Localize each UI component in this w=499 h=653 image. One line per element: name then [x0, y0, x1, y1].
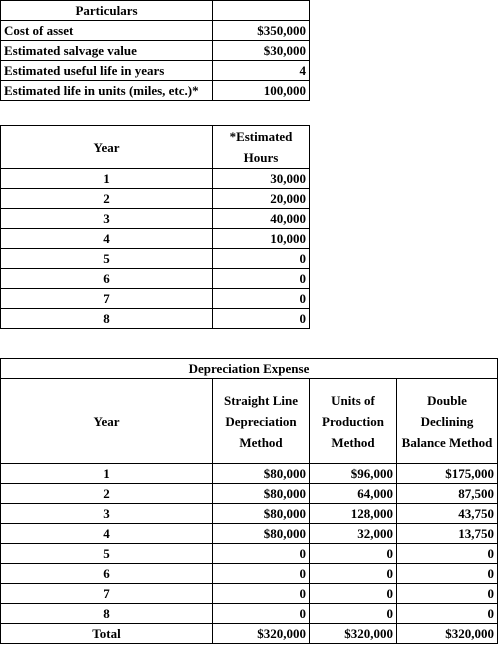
hours-year: 8 [1, 309, 213, 329]
depreciation-year: 5 [1, 544, 213, 564]
depreciation-year: 6 [1, 564, 213, 584]
depreciation-title: Depreciation Expense [1, 359, 498, 379]
particulars-header-empty [213, 1, 310, 21]
particulars-header-row [1, 1, 310, 21]
hours-table [0, 125, 310, 329]
depreciation-year-header: Year [1, 379, 213, 464]
depreciation-row [1, 584, 498, 604]
depreciation-ddb: 13,750 [397, 524, 498, 544]
depreciation-title-row [1, 359, 498, 379]
depreciation-row [1, 564, 498, 584]
particulars-label: Estimated life in units (miles, etc.)* [1, 81, 213, 101]
hours-hours-header: *Estimated Hours [213, 126, 310, 169]
depreciation-sl: 0 [213, 604, 310, 624]
hours-value: 0 [213, 289, 310, 309]
particulars-row [1, 81, 310, 101]
depreciation-row [1, 484, 498, 504]
hours-row [1, 209, 310, 229]
depreciation-year: 8 [1, 604, 213, 624]
depreciation-sl: $80,000 [213, 484, 310, 504]
depreciation-ddb: 0 [397, 544, 498, 564]
hours-row [1, 189, 310, 209]
hours-header-row [1, 126, 310, 169]
hours-year: 1 [1, 169, 213, 189]
depreciation-uop: 32,000 [310, 524, 397, 544]
depreciation-row [1, 524, 498, 544]
depreciation-ddb-header: Double Declining Balance Method [397, 379, 498, 464]
hours-value: 0 [213, 309, 310, 329]
depreciation-uop: $96,000 [310, 464, 397, 484]
particulars-label: Estimated useful life in years [1, 61, 213, 81]
depreciation-ddb: 0 [397, 564, 498, 584]
depreciation-total-row [1, 624, 498, 644]
particulars-value: 100,000 [213, 81, 310, 101]
depreciation-year: 2 [1, 484, 213, 504]
hours-row [1, 229, 310, 249]
depreciation-uop: 0 [310, 604, 397, 624]
hours-value: 20,000 [213, 189, 310, 209]
depreciation-sl: $80,000 [213, 464, 310, 484]
depreciation-ddb: 0 [397, 584, 498, 604]
depreciation-ddb: 87,500 [397, 484, 498, 504]
particulars-value: $30,000 [213, 41, 310, 61]
depreciation-row [1, 604, 498, 624]
particulars-table [0, 0, 310, 101]
hours-year: 2 [1, 189, 213, 209]
depreciation-year: 7 [1, 584, 213, 604]
depreciation-year: 4 [1, 524, 213, 544]
depreciation-sl: $80,000 [213, 504, 310, 524]
hours-year-header: Year [1, 126, 213, 169]
hours-row [1, 309, 310, 329]
depreciation-uop: 64,000 [310, 484, 397, 504]
particulars-value: $350,000 [213, 21, 310, 41]
depreciation-uop: 0 [310, 564, 397, 584]
depreciation-sl-header: Straight Line Depreciation Method [213, 379, 310, 464]
hours-row [1, 269, 310, 289]
depreciation-ddb: 0 [397, 604, 498, 624]
depreciation-total-sl: $320,000 [213, 624, 310, 644]
particulars-label: Cost of asset [1, 21, 213, 41]
depreciation-row [1, 504, 498, 524]
depreciation-uop: 0 [310, 544, 397, 564]
depreciation-table [0, 358, 498, 644]
hours-year: 7 [1, 289, 213, 309]
depreciation-sl: 0 [213, 564, 310, 584]
depreciation-header-row [1, 379, 498, 464]
particulars-value: 4 [213, 61, 310, 81]
particulars-label: Estimated salvage value [1, 41, 213, 61]
particulars-header: Particulars [1, 1, 213, 21]
depreciation-ddb: 43,750 [397, 504, 498, 524]
depreciation-uop-header: Units of Production Method [310, 379, 397, 464]
depreciation-sl: 0 [213, 544, 310, 564]
depreciation-sl: 0 [213, 584, 310, 604]
depreciation-row [1, 544, 498, 564]
depreciation-sl: $80,000 [213, 524, 310, 544]
depreciation-total-ddb: $320,000 [397, 624, 498, 644]
depreciation-uop: 128,000 [310, 504, 397, 524]
particulars-row [1, 21, 310, 41]
hours-value: 10,000 [213, 229, 310, 249]
particulars-row [1, 41, 310, 61]
hours-year: 4 [1, 229, 213, 249]
hours-value: 40,000 [213, 209, 310, 229]
depreciation-total-label: Total [1, 624, 213, 644]
hours-year: 3 [1, 209, 213, 229]
hours-row [1, 289, 310, 309]
hours-value: 30,000 [213, 169, 310, 189]
depreciation-row [1, 464, 498, 484]
particulars-row [1, 61, 310, 81]
depreciation-year: 1 [1, 464, 213, 484]
depreciation-total-uop: $320,000 [310, 624, 397, 644]
depreciation-year: 3 [1, 504, 213, 524]
hours-row [1, 169, 310, 189]
depreciation-ddb: $175,000 [397, 464, 498, 484]
hours-value: 0 [213, 249, 310, 269]
depreciation-uop: 0 [310, 584, 397, 604]
hours-year: 6 [1, 269, 213, 289]
hours-value: 0 [213, 269, 310, 289]
hours-row [1, 249, 310, 269]
hours-year: 5 [1, 249, 213, 269]
